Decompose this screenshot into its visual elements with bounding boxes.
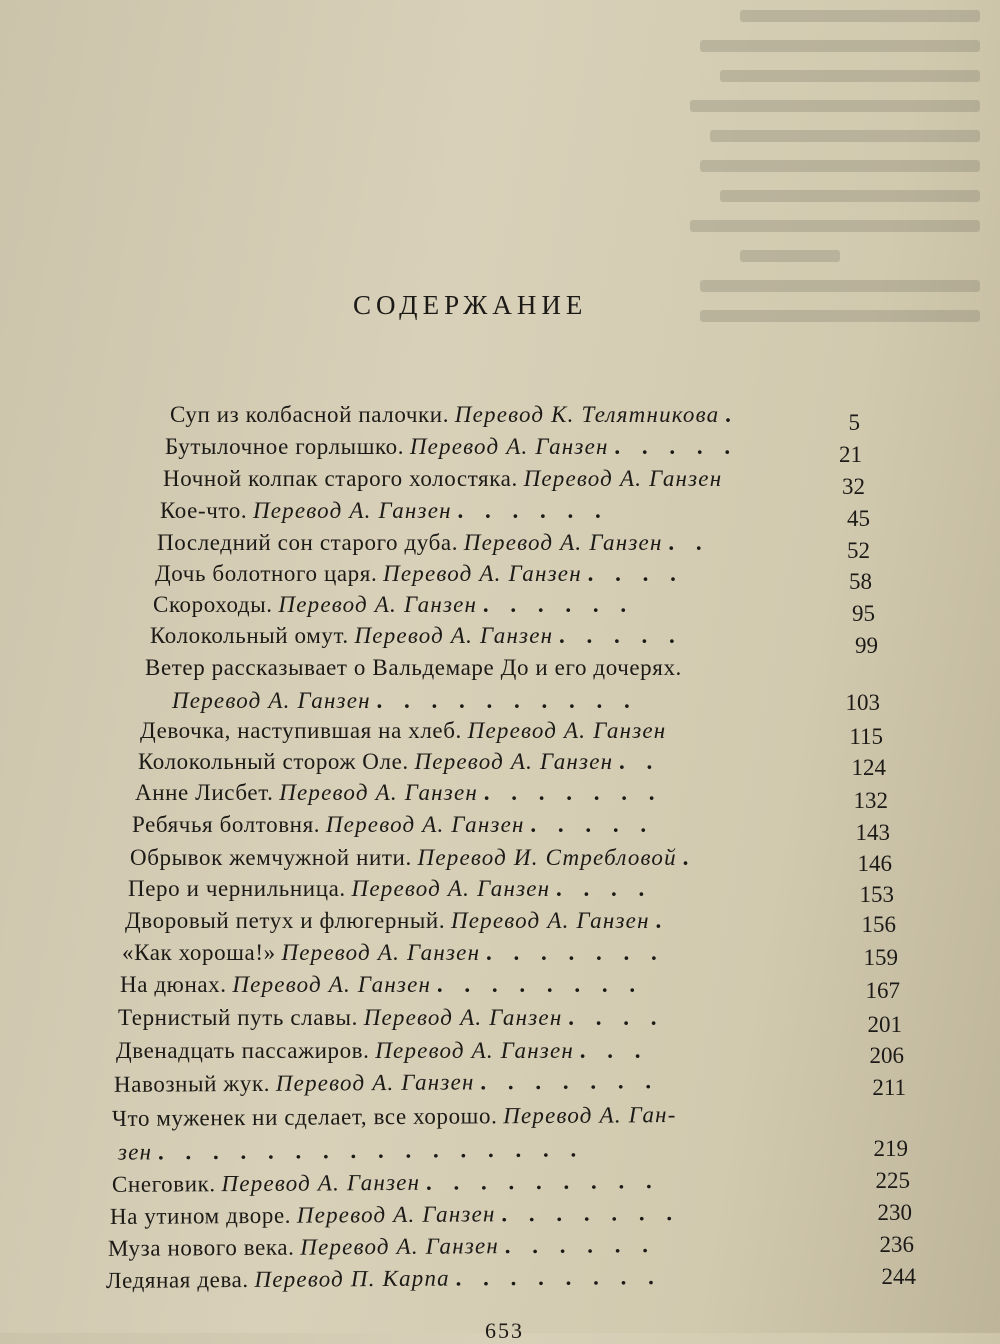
entry-title: Снеговик.	[112, 1171, 216, 1197]
entry-title: Ветер рассказывает о Вальдемаре До и его дочерях.	[145, 655, 682, 680]
toc-entry	[116, 1038, 649, 1064]
leader-dots: .	[655, 908, 669, 933]
toc-entry	[145, 655, 682, 681]
entry-translator: Перевод А. Ганзен	[326, 812, 525, 837]
entry-translator: Перевод А. Ганзен	[297, 1201, 496, 1227]
toc-entry	[138, 749, 660, 775]
entry-title: Ледяная дева.	[106, 1267, 249, 1293]
entry-title: Дочь болотного царя.	[155, 561, 377, 586]
entry-translator: Перевод А. Ганзен	[300, 1233, 499, 1259]
toc-entry	[170, 402, 739, 428]
toc-entry	[150, 623, 683, 649]
entry-page-number: 219	[848, 1136, 908, 1162]
entry-title: Ребячья болтовня.	[132, 812, 320, 837]
leader-dots: . . . . . . .	[501, 1200, 680, 1226]
entry-page-number: 115	[823, 724, 883, 750]
entry-translator: Перевод А. Ганзен	[468, 718, 667, 743]
entry-page-number: 167	[840, 978, 900, 1004]
entry-translator: Перевод А. Ганзен	[276, 1069, 475, 1095]
entry-title: На утином дворе.	[110, 1203, 291, 1229]
entry-title: Девочка, наступившая на хлеб.	[140, 718, 462, 743]
entry-title: Колокольный омут.	[150, 623, 349, 648]
entry-title: На дюнах.	[120, 972, 227, 997]
toc-entry	[155, 561, 684, 587]
entry-translator: Перевод А. Ганзен	[383, 561, 582, 586]
entry-page-number: 21	[802, 442, 862, 468]
entry-page-number: 52	[810, 538, 870, 564]
entry-translator: Перевод А. Ганзен	[451, 908, 650, 933]
toc-entry	[163, 466, 722, 492]
toc-entry	[135, 780, 662, 806]
leader-dots: . .	[619, 749, 660, 774]
entry-page-number: 159	[838, 945, 898, 971]
entry-page-number: 32	[805, 474, 865, 500]
entry-title: Перо и чернильница.	[128, 876, 346, 901]
entry-page-number: 146	[832, 851, 892, 877]
entry-title: Навозный жук.	[114, 1071, 270, 1097]
leader-dots: . . . .	[588, 561, 684, 586]
entry-page-number: 206	[844, 1043, 904, 1069]
entry-page-number: 95	[815, 601, 875, 627]
toc-entry	[106, 1264, 662, 1294]
toc-entry	[165, 434, 738, 460]
entry-page-number: 225	[850, 1168, 910, 1194]
leader-dots: . . . . . . .	[484, 780, 663, 805]
entry-translator: Перевод А. Ганзен	[281, 940, 480, 965]
entry-title: Кое-что.	[160, 498, 247, 523]
entry-translator: Перевод А. Ганзен	[524, 466, 723, 491]
toc-entry	[128, 876, 652, 902]
leader-dots: .	[725, 402, 739, 427]
entry-translator: Перевод А. Ганзен	[253, 498, 452, 523]
toc-entry	[108, 1232, 656, 1262]
entry-page-number: 153	[834, 882, 894, 908]
entry-translator: Перевод А. Ганзен	[375, 1038, 574, 1063]
entry-translator: Перевод А. Ганзен	[464, 530, 663, 555]
entry-title: Ночной колпак старого холостяка.	[163, 466, 518, 491]
entry-page-number: 143	[830, 820, 890, 846]
toc-entry	[118, 1005, 664, 1031]
entry-translator: Перевод А. Ганзен	[414, 749, 613, 774]
entry-page-number: 201	[842, 1012, 902, 1038]
entry-translator: Перевод А. Ганзен	[278, 592, 477, 617]
toc-entry	[153, 592, 634, 618]
entry-translator: Перевод А. Ганзен	[232, 972, 431, 997]
entry-title: Что муженек ни сделает, все хорошо.	[112, 1103, 498, 1131]
entry-translator: Перевод А. Ганзен	[364, 1005, 563, 1030]
leader-dots: . . . . . . . .	[437, 972, 643, 997]
toc-entry	[125, 908, 669, 934]
entry-page-number: 103	[820, 690, 880, 716]
entry-translator: Перевод А. Ганзен	[172, 688, 371, 713]
toc-entry	[132, 812, 654, 838]
entry-title: Тернистый путь славы.	[118, 1005, 358, 1030]
leader-dots: . .	[668, 530, 709, 555]
toc-entry	[130, 845, 696, 871]
entry-page-number: 211	[846, 1075, 906, 1101]
entry-translator: зен	[118, 1139, 152, 1164]
toc-entry	[140, 718, 666, 744]
entry-title: Двенадцать пассажиров.	[116, 1038, 370, 1063]
leader-dots: . . . . . .	[483, 592, 634, 617]
entry-title: Обрывок жемчужной нити.	[130, 845, 412, 870]
entry-translator: Перевод П. Карпа	[254, 1266, 450, 1292]
entry-page-number: 236	[854, 1232, 914, 1258]
entry-title: Скороходы.	[153, 592, 273, 617]
leader-dots: . . . . . . . . .	[426, 1168, 660, 1195]
leader-dots: . . . .	[556, 876, 652, 901]
entry-title: Последний сон старого дуба.	[157, 530, 458, 555]
toc-entry	[112, 1168, 660, 1198]
entry-title: «Как хороша!»	[122, 940, 276, 965]
entry-title: Дворовый петух и флюгерный.	[125, 908, 445, 933]
leader-dots: . . . . . . . . . .	[377, 688, 638, 713]
toc-entry	[157, 530, 710, 556]
leader-dots: . . . . . . .	[480, 1068, 659, 1094]
entry-page-number: 124	[826, 755, 886, 781]
entry-translator: Перевод А. Ганзен	[410, 434, 609, 459]
leader-dots: . . . . .	[559, 623, 683, 648]
entry-translator: Перевод И. Стребловой	[418, 845, 677, 870]
entry-page-number: 132	[828, 788, 888, 814]
toc-entry	[122, 940, 665, 966]
toc-entry	[160, 498, 609, 524]
entry-title: Анне Лисбет.	[135, 780, 273, 805]
page-number: 653	[485, 1318, 524, 1344]
entry-title: Суп из колбасной палочки.	[170, 402, 449, 427]
leader-dots: . . . .	[568, 1005, 664, 1030]
leader-dots: . . . . .	[530, 812, 654, 837]
leader-dots: . . . . . . . . . . . . . . . .	[158, 1136, 584, 1164]
entry-page-number: 5	[800, 410, 860, 436]
entry-page-number: 156	[836, 912, 896, 938]
entry-page-number: 244	[856, 1264, 916, 1290]
entry-translator: Перевод К. Телятникова	[455, 402, 720, 427]
entry-page-number: 58	[812, 569, 872, 595]
entry-translator: Перевод А. Ган-	[503, 1102, 677, 1128]
toc-entry	[110, 1200, 680, 1230]
entry-translator: Перевод А. Ганзен	[352, 876, 551, 901]
entry-title: Колокольный сторож Оле.	[138, 749, 409, 774]
toc-entry	[172, 688, 638, 714]
leader-dots: .	[683, 845, 697, 870]
page-title: СОДЕРЖАНИЕ	[353, 290, 587, 321]
leader-dots: . . . . . . .	[486, 940, 665, 965]
leader-dots: . . . . . .	[505, 1232, 656, 1258]
toc-entry	[112, 1102, 677, 1132]
entry-title: Муза нового века.	[108, 1235, 295, 1261]
toc-entry	[114, 1068, 659, 1098]
entry-page-number: 99	[818, 633, 878, 659]
leader-dots: . . . . . .	[457, 498, 608, 523]
entry-title: Бутылочное горлышко.	[165, 434, 404, 459]
entry-page-number: 45	[810, 506, 870, 532]
toc-entry	[118, 1136, 584, 1165]
entry-page-number: 230	[852, 1200, 912, 1226]
leader-dots: . . .	[580, 1038, 649, 1063]
entry-translator: Перевод А. Ганзен	[279, 780, 478, 805]
leader-dots: . . . . .	[614, 434, 738, 459]
entry-translator: Перевод А. Ганзен	[355, 623, 554, 648]
toc-entry	[120, 972, 643, 998]
leader-dots: . . . . . . . .	[455, 1264, 661, 1290]
entry-translator: Перевод А. Ганзен	[221, 1170, 420, 1196]
